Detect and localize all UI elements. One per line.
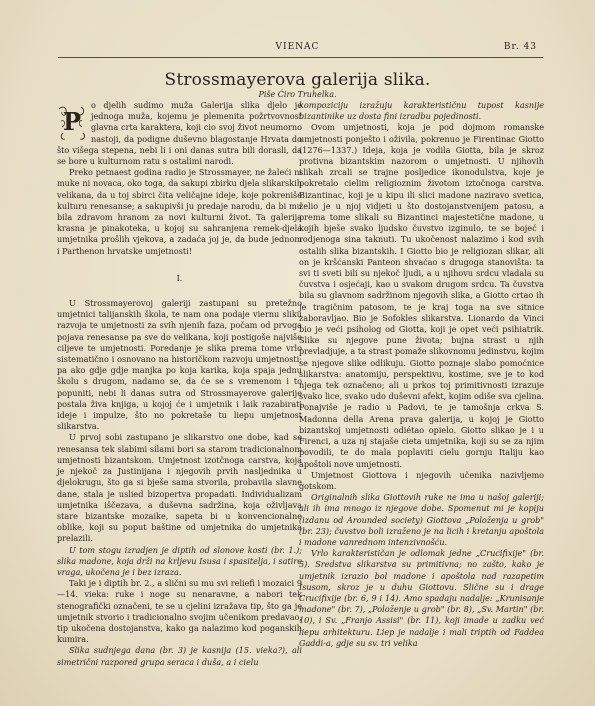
right-column (299, 100, 544, 649)
paragraph: Preko petnaest godina radio je Strossmayer, ne žaleći ni muke ni novaca, oko toga, da sakupi zbirku djela slikarskih velikana, da u toj sbirci čita veličajne ideje, koje pokreniše kulturu renesanse; a sakupivši ju predaje narodu, da bi mu bila zdravom hranom za novi kulturni život. Ta galerija krasna je pinakoteka, u kojoj su sahranjena remek-djela umjetnika prošlih vjekova, a zadaća joj je, da bude jednom i Parthenon hrvatske umjetnosti! (57, 167, 302, 256)
paragraph: U tom stogu izradjen je diptih od slonove kosti (br. 1.); slika madone, koja drži na krljevu Isusa i spasitelja, i satire vraga, ukočena je i bez izraza. (57, 544, 302, 577)
ornamental-initial-icon (57, 103, 87, 141)
svg-text:P: P (62, 107, 82, 136)
article-title: Strossmayerova galerija slika. (164, 70, 431, 90)
header-rule (58, 57, 543, 58)
magazine-name: VIENAC (275, 42, 320, 52)
paragraph: kompoziciju izražuju karakterističnu tupost kasnije bizantinike uz dosta fini izradbu pojedinosti. (299, 100, 544, 122)
left-column (57, 100, 302, 668)
running-header (58, 42, 537, 56)
ornamental-initial (57, 103, 87, 141)
paragraph: P o djelih sudimo muža Galerija slika djelo je jednoga muža, kojemu je plemenita požrtvovnost glavna crta karaktera, koji cio svoj život neumorno nastoji, da podigne duševno blagostanje Hrvata do što višega stepena, nebi li i oni danas sutra bili dorasli, da se bore u kulturnom ratu s ostalimi narodi. (57, 100, 302, 167)
paragraph: Umjetnost Giottova i njegovih učenika nazivljemo gotskom. (299, 469, 544, 491)
issue-number: Br. 43 (503, 42, 537, 52)
paragraph: Vrlo karakterističan je odlomak jedne „Crucifixije" (br. 5). Sredstva slikarstva su primitivna; no zašto, kako je umjetnik izrazio bol madone i apoštola nad razapetim Isusom, skroz je u duhu Giottovu. Slične su i drage Crucifixije (br. 6, 9 i 14). Amo spadaju nadalje: „Krunisanje madone" (br. 7), „Položenje u grob" (br. 8), „Sv. Martin" (br. 10), i Sv. „Franjo Assisi" (br. 11), koji imade u zadku već liepu arhitekturu. Liep je nadalje i mali triptih od Faddea Gaddi-a, gdje su sv. tri velika (299, 548, 544, 648)
paragraph: Taki je i diptih br. 2., a slični su mu svi reliefi i mozaici 9—14. vieka: ruke i noge su nenaravne, a nabori tek stenografički označeni, te se u cjelini izražava tip, što ga je umjetnik stvorio i tradicionalno svojim učenikom predavao, tip ukočena dostojanstva, kako ga nalazimo kod poganskih kumira. (57, 578, 302, 645)
paragraph: U Strossmayerovoj galeriji zastupani su pretežno umjetnici talijanskih škola, te nam ona podaje viernu sliku razvoja te umjetnosti za svih njenih faza, počam od prvoga pojava renesanse pa sve do velikana, koji postigoše najviše ciljeve te umjetnosti. Poredanje je slika prema tome vrlo sistematično i osnovano na historičkom razvoju umjetnosti; pa ako gdje gdje manjka po koja karika, koja spaja jednu školu s drugom, nadamo se, da će se s vremenom i to popuniti, nebi li danas sutra od Strossmayerove galerije postala živa knjiga, u kojoj će i umjetnik i laik razabirati ideje i impulze, što no pokretaše tu liepu umjetnost slikarstva. (57, 298, 302, 432)
paragraph: Ovom umjetnosti, koja je pod dojmom romanske umjetnosti ponješto i oživila, pokrenuo je Firentinac Giotto (1276—1337.) Ideja, koja je vodila Giotta, bila je skroz protivna bizantskim nazorom o umjetnosti. U njihovih slikah zrcali se trajne posljedice ikonodulstva, koje je pokretalo cielim religioznim životom iztočnoga carstva. Bizantinac, koji je u kipu ili slici madone naziravo svetica, želio je u njoj vidjeti u što dostojanstvenijem patosu, a prema tome slikali su Bizantinci majestetične madone, u kojih bješe svako ljudsko čuvstvo izginulo, te se bojeć i rodjenoga sina taknuti. Tu ukočenost nalazimo i kod svih ostalih slika bizantskih. I Giotto bio je religiozan slikar, ali on je kršćanski Panteon shvaćao s drugoga stanovišta: ta svi ti sveti bili su njekoč ljudi, a u njihovu srdcu vladala su čuvstva i osjećaji, kao u svakom drugom srdcu. Ta čuvstva bila su glavnom sadržinom njegovih slika, a Giotto crtao ih je tragičnim patosom, te je kraj toga na sve sitnice zaboravljao. Bio je Sofokles slikarstva. Lionardo da Vinci bio je veći psiholog od Giotta, koji je opet veći psihiatrik. Slike su njegove pune života; bujna strast u njih prevladjuje, a ta strast pomaže slikovnomu jedinstvu, kojim se njegove slike odlikuju. Giotto poznaje slabo pomoćnice slikarstva: anatomiju, perspektivu, kostime, sve je to kod njega tek označeno; ali u prkos toj primitivnosti izrazuje svako lice, svako udo duševni afekt, kojim odiše sva cjelina. Ponajviše je radio u Padovi, te je tamošnja crkva S. Madonna della Arena prava galerija, u kojoj je Giotto bizantskoj umjetnosti odiétao opielo. Giotto slikao je i u Firenci, a uza nj stajaše cieta umjetnika, koji su se za njim povodili, te do mala poplaviti cielu gornju Italiju kao apoštoli nove umjetnosti. (299, 122, 544, 469)
paragraph: Originalnih slika Giottovih ruke ne ima u našoj galeriji; ali ih ima mnogo iz njegove dobe. Spomenut mi je kopiju (izdanu od Arounded society) Giottova „Položenja u grob" (br. 23); čuvstvo boli izraženo je na licih i kretanju apoštola i madone vanrednom intenzivnošću. (299, 492, 544, 547)
paragraph: U prvoj sobi zastupano je slikarstvo one dobe, kad se renesansa tek slabimi silami bori sa starom tradicionalnom umjetnosti bizantskom. Umjetnost izotčnoga carstva, koja je njekoč za Justinijana i njegovih prvih nasljednika u djelokrugu, što ga si bješe sama stvorila, probavila slavne dane, stala je uslied bizopertva propadati. Individualizam umjetnika iščezava, a duševna sadržina, koja oživljava stare bizantske mozaike, sapeta bi u konvencionalne oblike, koji su poput baštine od umjetnika do umjetnika prelazili. (57, 432, 302, 544)
article-byline: Piše Ćiro Truhelka. (258, 90, 337, 99)
section-number: I. (176, 273, 183, 283)
paragraph: Slika sudnjega dana (br. 3) je kasnija (15. vieka?), ali simetrični razpored grupa seraca i duša, a i cielu (57, 645, 302, 667)
